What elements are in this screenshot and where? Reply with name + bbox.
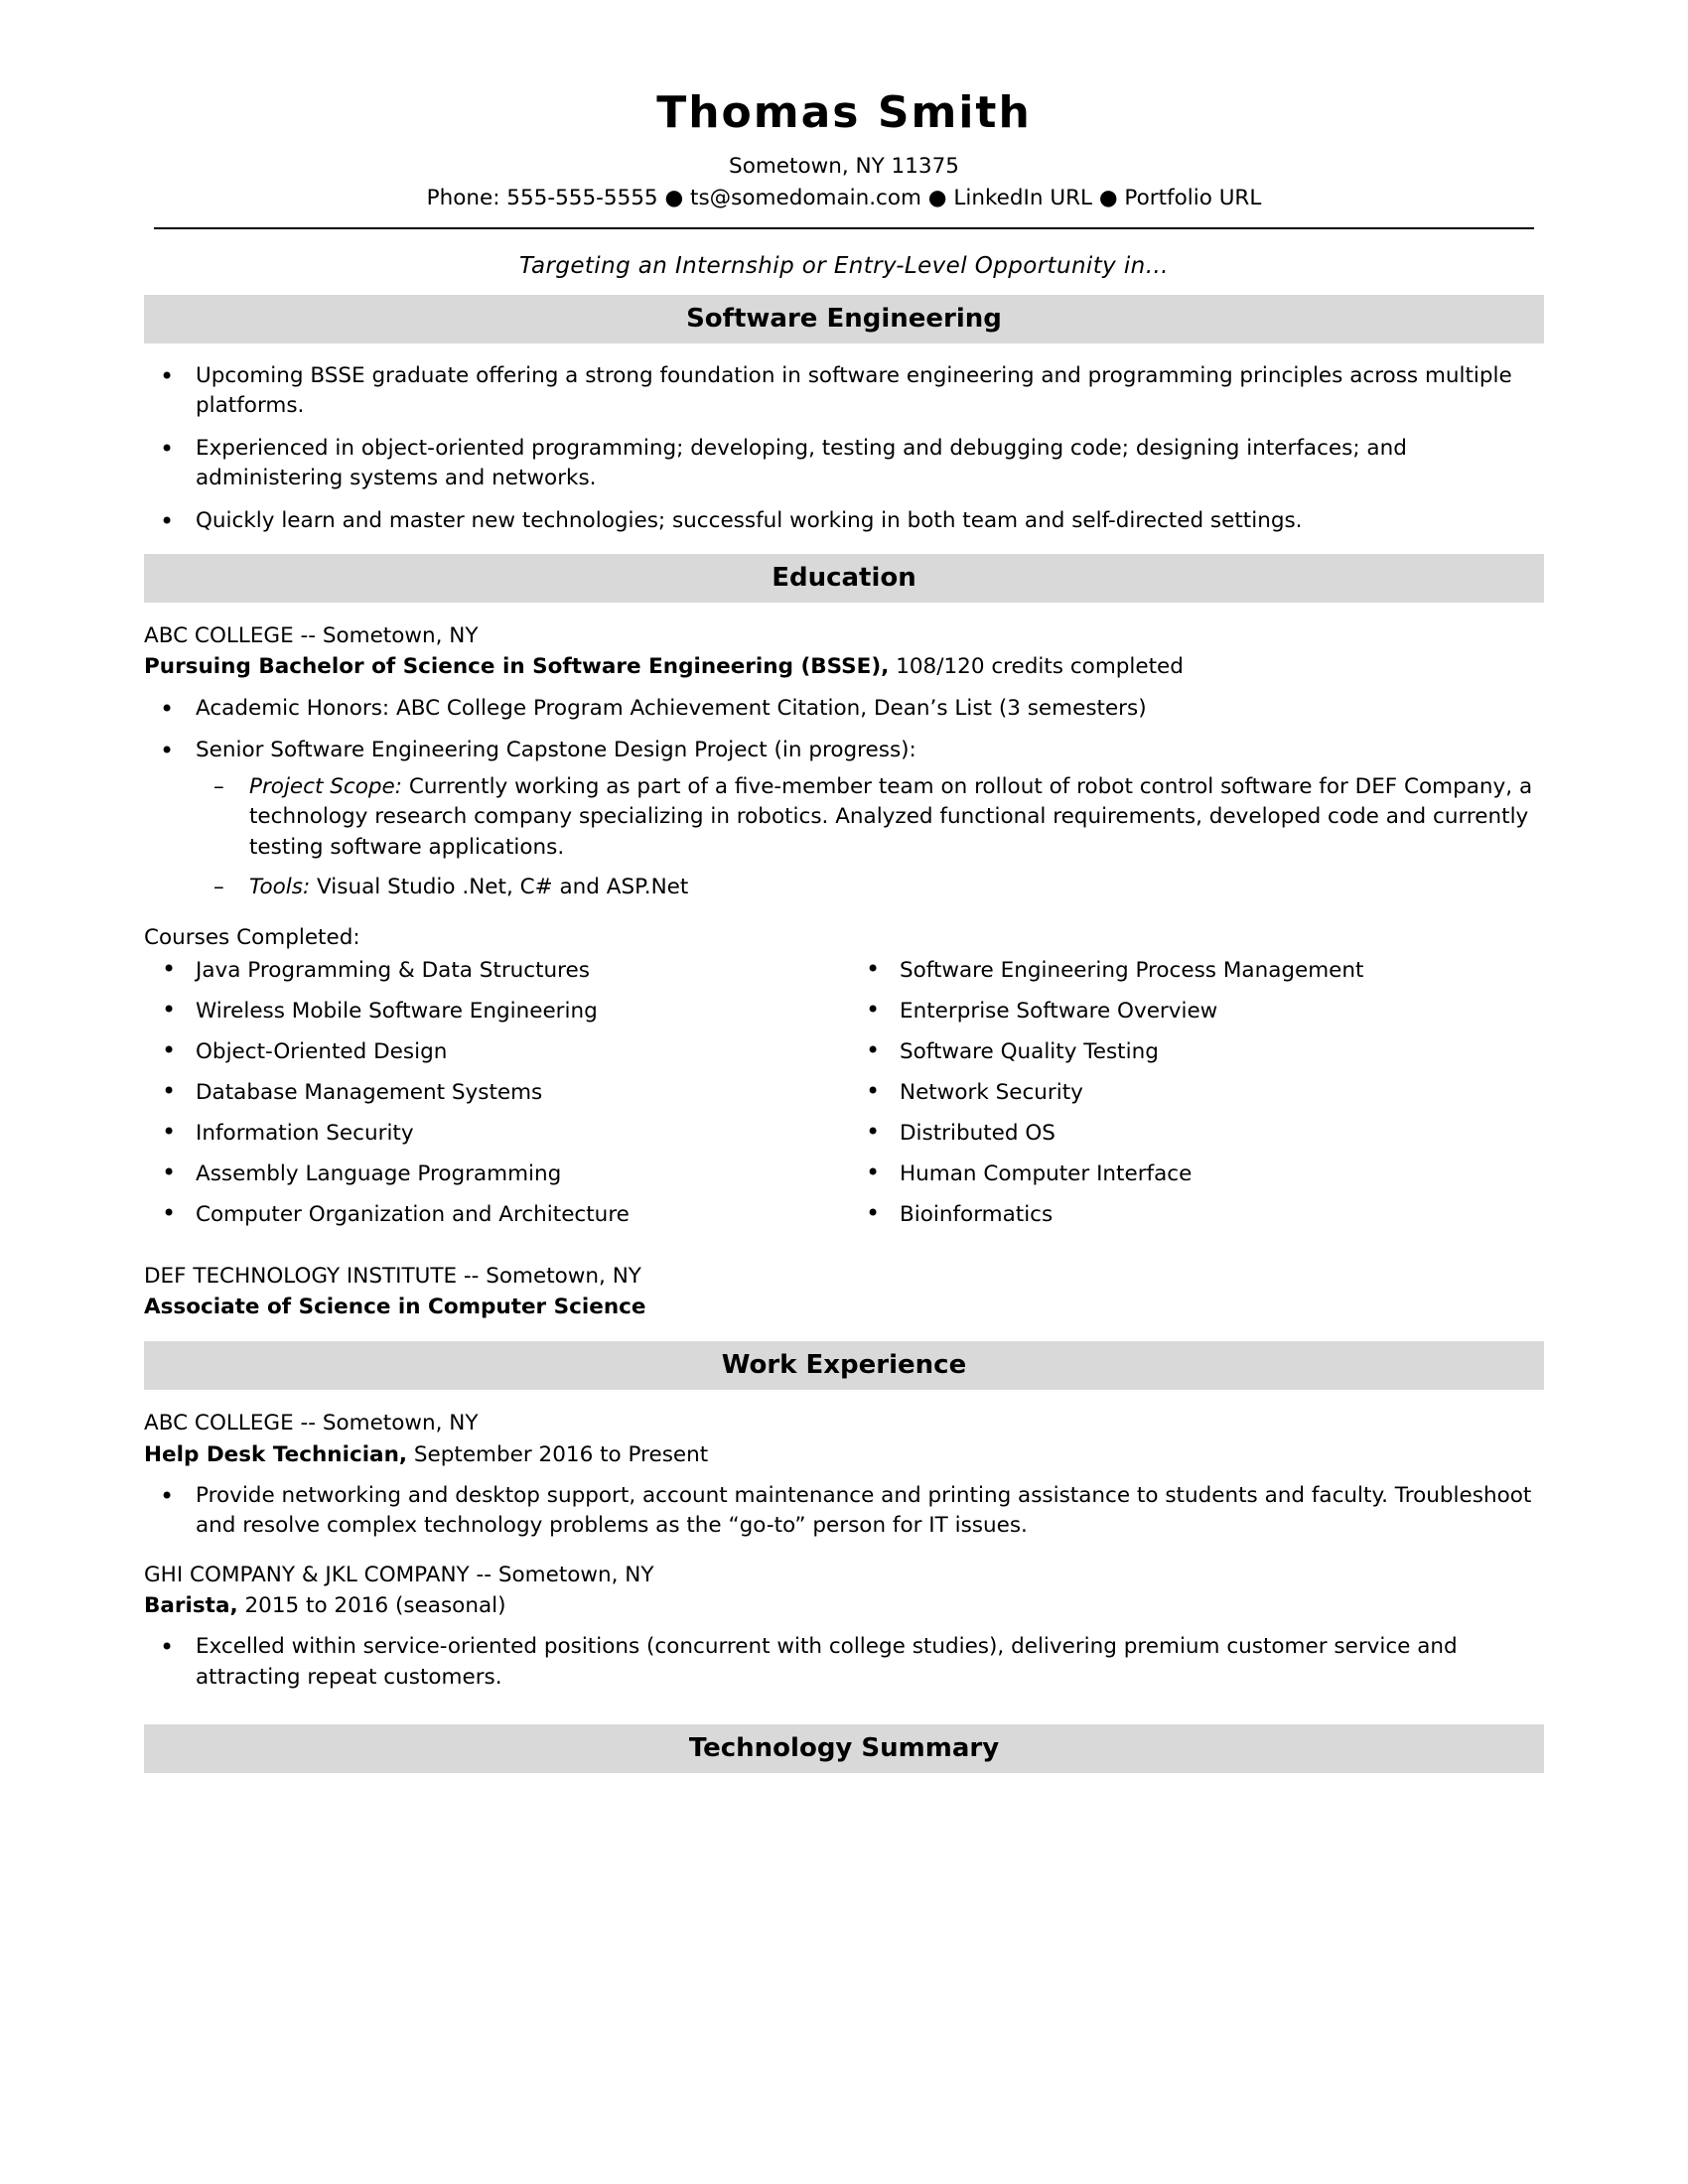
list-item: • Network Security [844,1078,1544,1107]
education-degree [144,651,1544,683]
education-org: DEF TECHNOLOGY INSTITUTE -- Sometown, NY [144,1263,641,1289]
list-item: • Software Engineering Process Management [844,956,1544,985]
section-heading-work-experience: Work Experience [144,1341,1544,1390]
list-item [196,873,1544,903]
courses-completed-columns [144,956,1544,1241]
tools-text: Visual Studio .Net, C# and ASP.Net [310,875,689,900]
list-item [144,736,1544,903]
location-line: Sometown, NY 11375 [729,154,959,180]
education-org: ABC COLLEGE -- Sometown, NY [144,623,479,649]
list-item: • Human Computer Interface [844,1160,1544,1188]
capstone-label: Senior Software Engineering Capstone Design Project (in progress): [196,738,916,763]
education-degree-bold: Pursuing Bachelor of Science in Software Engineering (BSSE), [144,654,890,680]
list-item: • Database Management Systems [144,1078,844,1107]
page-title: Thomas Smith [656,87,1032,138]
tools-label: Tools: [249,875,311,900]
work-entry-help-desk-technician [144,1408,1544,1541]
list-item: • Wireless Mobile Software Engineering [144,997,844,1025]
list-item: • Upcoming BSSE graduate offering a strong foundation in software engineering and programming principles across multiple platforms. [144,361,1544,422]
project-scope-text: Currently working as part of a five-member team on rollout of robot control software for DEF Company, a technology research company specializing in robotics. Analyzed functional requirements, developed code and currently testing software applications. [249,773,1533,860]
header-divider [154,227,1534,229]
education-bullets [144,694,1544,903]
list-item: • Experienced in object-oriented programming; developing, testing and debugging code; designing interfaces; and administering systems and networks. [144,434,1544,494]
targeting-statement: Targeting an Internship or Entry-Level Opportunity in… [518,252,1170,279]
courses-column-left [144,956,844,1241]
list-item: • Enterprise Software Overview [844,997,1544,1025]
education-degree [144,1292,1544,1323]
list-item: • Provide networking and desktop support, account maintenance and printing assistance to students and faculty. Troubleshoot and resolve complex technology problems as the “go-to” person for IT issues. [144,1481,1544,1542]
courses-completed-label: Courses Completed: [144,924,360,950]
education-degree-bold: Associate of Science in Computer Science [144,1295,646,1320]
work-org: GHI COMPANY & JKL COMPANY -- Sometown, NY [144,1562,654,1587]
contact-line: Phone: 555-555-5555 ● ts@somedomain.com ● LinkedIn URL ● Portfolio URL [426,185,1262,210]
software-engineering-bullets [144,361,1544,537]
work-bullets [144,1632,1544,1693]
section-spacer [144,1710,1544,1724]
work-bullets [144,1481,1544,1542]
work-title-bold: Help Desk Technician, [144,1441,408,1467]
list-item [196,772,1544,864]
list-item: • Object-Oriented Design [144,1037,844,1066]
list-item: • Java Programming & Data Structures [144,956,844,985]
list-item: • Academic Honors: ABC College Program Achievement Citation, Dean’s List (3 semesters) [144,694,1544,725]
list-item: • Bioinformatics [844,1200,1544,1229]
list-item: • Computer Organization and Architecture [144,1200,844,1229]
section-heading-technology-summary: Technology Summary [144,1724,1544,1773]
list-item: • Excelled within service-oriented positions (concurrent with college studies), delivering premium customer service and attracting repeat customers. [144,1632,1544,1693]
education-entry-def-institute [144,1261,1544,1323]
courses-column-right [844,956,1544,1241]
section-heading-software-engineering: Software Engineering [144,295,1544,343]
list-item: • Quickly learn and master new technologies; successful working in both team and self-directed settings. [144,506,1544,537]
section-heading-education: Education [144,554,1544,603]
work-title [144,1439,1544,1471]
list-item: • Software Quality Testing [844,1037,1544,1066]
list-item: • Information Security [144,1119,844,1148]
work-org: ABC COLLEGE -- Sometown, NY [144,1411,479,1436]
project-scope-label: Project Scope: [249,773,402,799]
work-entry-barista [144,1560,1544,1693]
list-item: • Assembly Language Programming [144,1160,844,1188]
capstone-sublist [196,772,1544,903]
education-degree-detail: 108/120 credits completed [889,654,1184,680]
work-dates: 2015 to 2016 (seasonal) [237,1592,506,1618]
education-entry-abc-college [144,620,1544,903]
work-title-bold: Barista, [144,1592,238,1618]
work-dates: September 2016 to Present [407,1441,709,1467]
resume-header [144,89,1544,229]
list-item: • Distributed OS [844,1119,1544,1148]
work-title [144,1590,1544,1622]
